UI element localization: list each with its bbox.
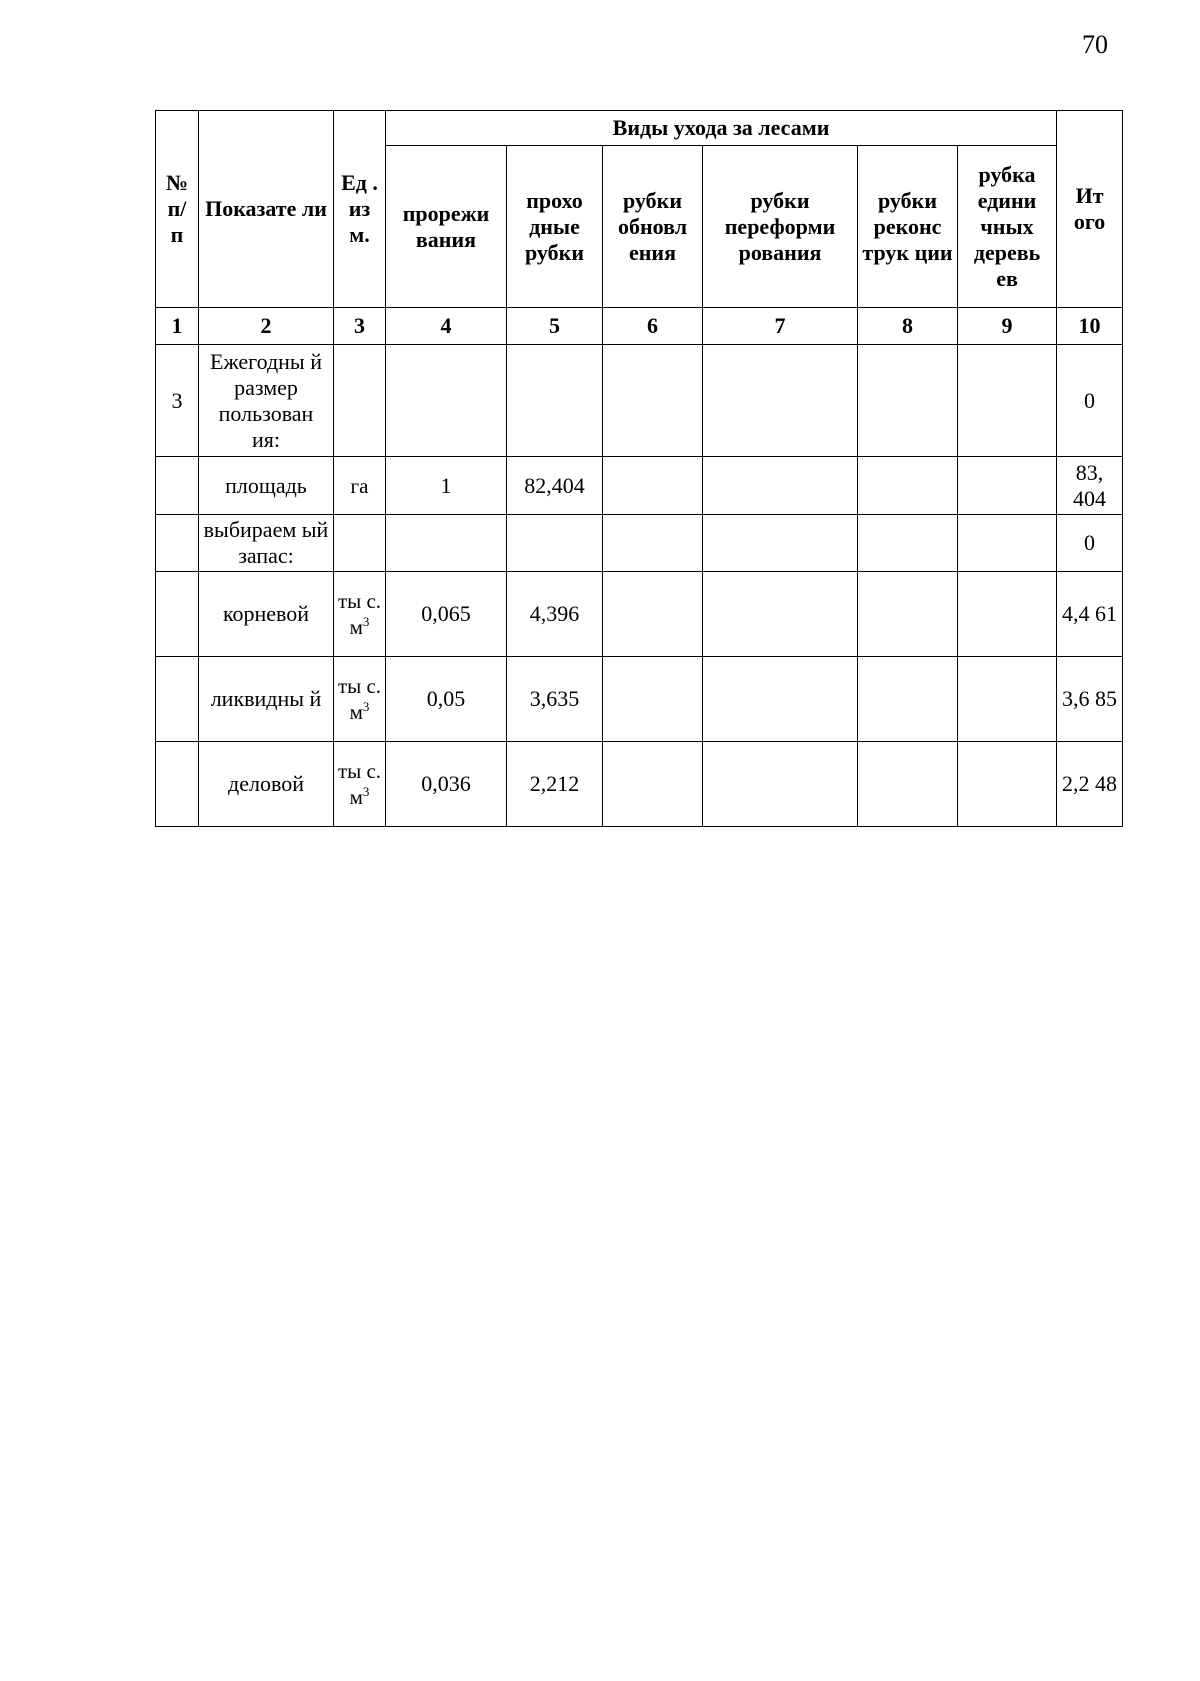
row-value: [386, 345, 507, 457]
row-value: [858, 457, 958, 515]
table-row: [156, 345, 1123, 457]
row-number: [156, 515, 199, 572]
row-value: [703, 515, 858, 572]
header-type: прохо дные рубки: [507, 146, 603, 308]
column-number: 4: [386, 308, 507, 345]
forest-care-table: [155, 110, 1123, 827]
row-total: 83, 404: [1057, 457, 1123, 515]
row-number: [156, 572, 199, 657]
row-unit: ты с. $м^3$: [334, 572, 386, 657]
row-value: [858, 742, 958, 827]
header-type: рубка едини чных деревь ев: [958, 146, 1057, 308]
row-value: [507, 345, 603, 457]
row-value: 3,635: [507, 657, 603, 742]
row-value: [703, 345, 858, 457]
page-number: 70: [1082, 30, 1108, 59]
header-care-types: Виды ухода за лесами: [386, 111, 1057, 146]
row-value: 0,065: [386, 572, 507, 657]
row-value: [386, 515, 507, 572]
row-unit: ты с. $м^3$: [334, 657, 386, 742]
header-unit: Ед . из м.: [334, 111, 386, 308]
row-value: [603, 657, 703, 742]
row-total: 3,6 85: [1057, 657, 1123, 742]
row-number: [156, 742, 199, 827]
column-number: 6: [603, 308, 703, 345]
row-label: корневой: [199, 572, 334, 657]
column-number: 2: [199, 308, 334, 345]
header-type: рубки переформи рования: [703, 146, 858, 308]
row-value: 0,036: [386, 742, 507, 827]
row-value: [703, 742, 858, 827]
row-value: [858, 657, 958, 742]
row-value: [507, 515, 603, 572]
row-value: [958, 572, 1057, 657]
row-value: 2,212: [507, 742, 603, 827]
header-type: рубки реконс трук ции: [858, 146, 958, 308]
row-label: площадь: [199, 457, 334, 515]
row-value: [858, 345, 958, 457]
header-num: № п/ п: [156, 111, 199, 308]
row-total: 2,2 48: [1057, 742, 1123, 827]
header-type: рубки обновл ения: [603, 146, 703, 308]
row-total: 4,4 61: [1057, 572, 1123, 657]
row-label: Ежегодны й размер пользован ия:: [199, 345, 334, 457]
header-type: прорежи вания: [386, 146, 507, 308]
row-number: 3: [156, 345, 199, 457]
column-number: 9: [958, 308, 1057, 345]
column-number: 1: [156, 308, 199, 345]
row-value: [603, 515, 703, 572]
row-unit: ты с. $м^3$: [334, 742, 386, 827]
row-value: [958, 742, 1057, 827]
row-unit: га: [334, 457, 386, 515]
row-value: [603, 345, 703, 457]
table-row: [156, 515, 1123, 572]
row-value: 0,05: [386, 657, 507, 742]
row-value: [958, 515, 1057, 572]
row-total: 0: [1057, 345, 1123, 457]
row-value: [858, 572, 958, 657]
row-value: [958, 657, 1057, 742]
row-label: деловой: [199, 742, 334, 827]
table-row: [156, 457, 1123, 515]
table-row: [156, 742, 1123, 827]
row-total: 0: [1057, 515, 1123, 572]
row-value: [603, 742, 703, 827]
row-label: выбираем ый запас:: [199, 515, 334, 572]
table-row: [156, 657, 1123, 742]
row-value: [958, 345, 1057, 457]
row-value: [603, 572, 703, 657]
row-unit: [334, 515, 386, 572]
column-number: 5: [507, 308, 603, 345]
column-number: 7: [703, 308, 858, 345]
row-value: [858, 515, 958, 572]
header-total: Ит ого: [1057, 111, 1123, 308]
row-value: [703, 572, 858, 657]
row-value: [703, 457, 858, 515]
column-number: 8: [858, 308, 958, 345]
table-row: [156, 572, 1123, 657]
row-number: [156, 657, 199, 742]
row-number: [156, 457, 199, 515]
row-value: [603, 457, 703, 515]
column-number: 3: [334, 308, 386, 345]
row-label: ликвидны й: [199, 657, 334, 742]
row-unit: [334, 345, 386, 457]
row-value: [703, 657, 858, 742]
header-indicator: Показате ли: [199, 111, 334, 308]
row-value: [958, 457, 1057, 515]
row-value: 1: [386, 457, 507, 515]
row-value: 4,396: [507, 572, 603, 657]
column-number: 10: [1057, 308, 1123, 345]
row-value: 82,404: [507, 457, 603, 515]
